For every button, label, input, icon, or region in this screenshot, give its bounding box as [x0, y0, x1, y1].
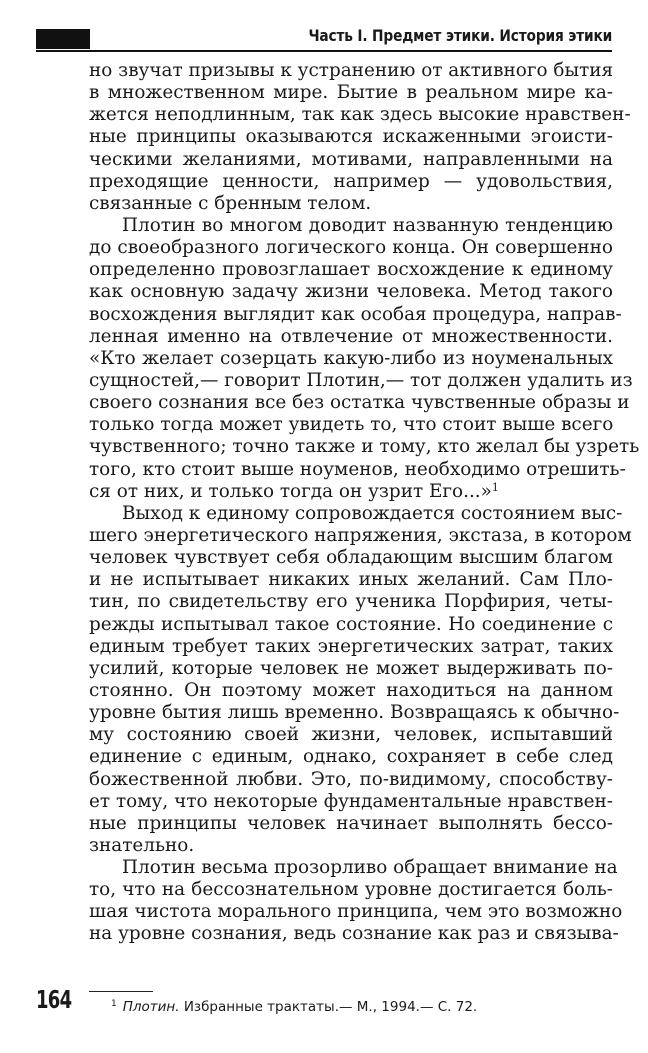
text-line-content: связанные с бренным телом.: [89, 192, 372, 214]
text-line-content: божественной любви. Это, по-видимому, способству-: [89, 768, 613, 790]
running-header: Часть I. Предмет этики. История этики: [308, 26, 612, 45]
text-line: [89, 569, 613, 591]
text-line-content: Плотин во многом доводит названную тенденцию: [122, 214, 613, 236]
text-line: [89, 658, 613, 680]
text-line: [89, 436, 640, 458]
text-line: [89, 591, 613, 613]
text-line: [89, 724, 613, 746]
text-line-content: ся от них, и только тогда он узрит Его...»: [89, 480, 492, 502]
header-bar: [36, 29, 90, 49]
text-line: [89, 791, 613, 813]
text-line-content: ленная именно на отвлечение от множественности.: [89, 325, 613, 347]
text-line: [89, 481, 613, 503]
text-line-content: шего энергетического напряжения, экстаза, в котором: [89, 524, 632, 546]
text-line: [89, 813, 613, 835]
text-line: [89, 259, 613, 281]
text-line: [89, 171, 613, 193]
text-line-content: Выход к единому сопровождается состоянием выс-: [122, 502, 623, 524]
footnote-text: Избранные трактаты.— М., 1994.— С. 72.: [179, 999, 478, 1015]
footnote: [111, 999, 477, 1015]
text-line-content: знательно.: [89, 834, 195, 856]
text-line-content: до своеобразного логического конца. Он совершенно: [89, 237, 613, 259]
text-line-content: как основную задачу жизни человека. Метод такого: [89, 281, 613, 303]
text-line: [89, 636, 613, 658]
text-line: [89, 414, 613, 436]
text-line-content: режды испытывал такое состояние. Но соединение с: [89, 613, 613, 635]
text-line-content: единение с единым, однако, сохраняет в себе след: [89, 746, 613, 768]
text-line: [89, 392, 630, 414]
text-line: [89, 835, 613, 857]
text-line-content: ные принципы оказываются искаженными эгоисти-: [89, 126, 613, 148]
text-line: [89, 104, 631, 126]
text-line-content: жется неподлинным, так как здесь высокие нравствен-: [89, 104, 631, 126]
text-line-content: «Кто желает созерцать какую-либо из ноуменальных: [89, 347, 613, 369]
text-line: [89, 901, 623, 923]
text-line: [89, 769, 613, 791]
text-line-content: тин, по свидетельству его ученика Порфирия, четы-: [89, 591, 613, 613]
text-line: [89, 303, 622, 326]
text-line-content: преходящие ценности, например — удовольствия,: [89, 170, 613, 192]
text-line: [89, 149, 613, 171]
text-line-content: восхождения выглядит как особая процедура, направ-: [89, 303, 622, 325]
text-line: [89, 193, 613, 215]
footnote-author: Плотин.: [122, 999, 180, 1015]
header-rule: [36, 50, 612, 52]
footnote-rule: [89, 991, 153, 992]
text-line: [89, 369, 633, 392]
body-text: [89, 60, 640, 946]
text-line: [89, 857, 618, 879]
text-line-content: определенно провозглашает восхождение к единому: [89, 259, 613, 281]
text-line-content: только тогда может увидеть то, что стоит выше всего: [89, 414, 614, 436]
text-line-content: человек чувствует себя обладающим высшим благом: [89, 547, 613, 569]
text-line: [89, 281, 613, 303]
text-line-content: ет тому, что некоторые фундаментальные нравствен-: [89, 790, 613, 812]
text-line: [89, 326, 613, 348]
text-line-content: в множественном мире. Бытие в реальном мире ка-: [89, 82, 613, 104]
text-line-content: своего сознания все без остатка чувственные образы и: [89, 392, 630, 414]
text-line: [89, 458, 626, 481]
text-line: [89, 60, 613, 82]
page-number: 164: [36, 985, 72, 1014]
text-line: [89, 82, 613, 104]
text-line: [89, 702, 620, 724]
text-line-content: на уровне сознания, ведь сознание как раз и связыва-: [89, 923, 619, 945]
text-line: [89, 126, 613, 148]
text-line-content: стоянно. Он поэтому может находиться на данном: [89, 679, 613, 701]
text-line-content: усилий, которые человек не может выдерживать по-: [89, 657, 613, 679]
text-line: [89, 348, 613, 370]
text-line: [89, 923, 619, 945]
text-line-content: то, что на бессознательном уровне достигается боль-: [89, 879, 613, 901]
footnote-reference: 1: [491, 480, 499, 494]
text-line: [89, 547, 613, 569]
text-line: [89, 879, 613, 901]
text-line-content: и не испытывает никаких иных желаний. Сам Пло-: [89, 569, 613, 591]
text-line-content: шая чистота морального принципа, чем это возможно: [89, 901, 623, 923]
text-line: [89, 237, 613, 259]
text-line: [89, 215, 613, 237]
text-line-content: единым требует таких энергетических затрат, таких: [89, 635, 613, 657]
footnote-number: 1: [111, 999, 117, 1009]
text-line-content: ные принципы человек начинает выполнять бессо-: [89, 812, 613, 834]
text-line-content: му состоянию своей жизни, человек, испытавший: [89, 724, 613, 746]
text-line-content: чувственного; точно также и тому, кто желал бы узреть: [89, 436, 640, 458]
text-line-content: Плотин весьма прозорливо обращает внимание на: [122, 857, 618, 879]
text-line-content: сущностей,— говорит Плотин,— тот должен удалить из: [89, 369, 633, 391]
text-line-content: того, кто стоит выше ноуменов, необходимо отрешить-: [89, 458, 626, 480]
text-line: [89, 746, 613, 768]
text-line: [89, 524, 632, 547]
text-line-content: ческими желаниями, мотивами, направленными на: [89, 148, 613, 170]
text-line-content: но звучат призывы к устранению от активного бытия: [89, 60, 614, 81]
text-line: [89, 614, 613, 636]
text-line-content: уровне бытия лишь временно. Возвращаясь к обычно-: [89, 702, 620, 724]
text-line: [89, 680, 613, 702]
text-line: [89, 502, 623, 525]
